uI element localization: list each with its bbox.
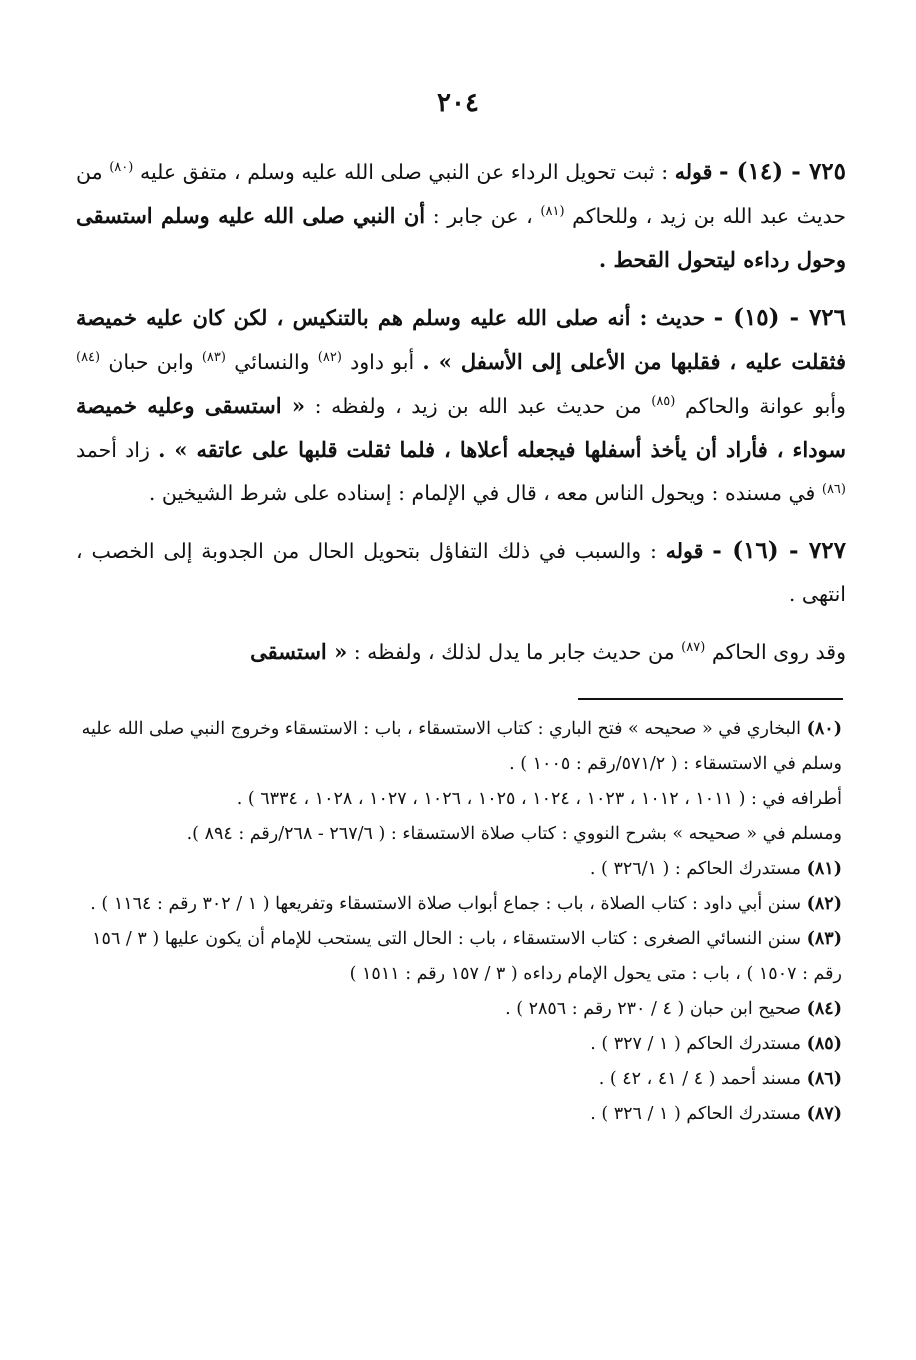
- paragraph-726: [76, 296, 846, 515]
- footnote-ref: (٨٧): [681, 640, 706, 655]
- footnotes: [72, 712, 842, 1132]
- footnote-label: (٨٣): [806, 929, 842, 949]
- keyword: قوله: [665, 539, 704, 563]
- entry-number: ٧٢٥ - (١٤) -: [719, 158, 846, 185]
- hadith-quote: « استسقى وعليه خميصة سوداء ، فأراد أن يأخذ أسفلها فيجعله أعلاها ، فلما ثقلت قلبها على عاتقه » .: [76, 393, 846, 462]
- footnote-item: [72, 817, 842, 852]
- footnote-item: [72, 1027, 842, 1062]
- footnote-item: [72, 852, 842, 887]
- text-span: : ثبت تحويل الرداء عن النبي صلى الله عليه وسلم ، متفق عليه: [139, 160, 669, 184]
- footnote-text: مستدرك الحاكم ( ١ / ٣٢٦ ) .: [590, 1104, 802, 1124]
- footnote-ref: (٨٢): [317, 350, 342, 365]
- footnote-text: مستدرك الحاكم ( ١ / ٣٢٧ ) .: [590, 1034, 802, 1054]
- footnote-ref: (٨٥): [651, 394, 676, 409]
- footnote-item: [72, 887, 842, 922]
- text-span: من حديث عبد الله بن زيد ، ولفظه :: [314, 394, 642, 418]
- text-span: من حديث عبد الله بن زيد ، وللحاكم: [76, 160, 846, 228]
- footnote-label: (٨٧): [806, 1104, 842, 1124]
- footnote-ref: (٨٠): [109, 160, 134, 175]
- text-span: زاد أحمد: [76, 438, 150, 462]
- text-span: أبو داود: [350, 350, 415, 374]
- footnote-text: ومسلم في « صحيحه » بشرح النووي : كتاب صلاة الاستسقاء : ( ٢٦٧/٦ - ٢٦٨/رقم : ٨٩٤ ).: [186, 824, 842, 844]
- main-text: [76, 150, 846, 688]
- text-span: وأبو عوانة والحاكم: [684, 394, 846, 418]
- footnote-ref: (٨٦): [821, 482, 846, 497]
- paragraph-727: [76, 529, 846, 616]
- entry-number: ٧٢٧ - (١٦) -: [712, 537, 846, 564]
- footnote-text: أطرافه في : ( ١٠١١ ، ١٠١٢ ، ١٠٢٣ ، ١٠٢٤ ، ١٠٢٥ ، ١٠٢٦ ، ١٠٢٧ ، ١٠٢٨ ، ٦٣٣٤ ) .: [236, 789, 842, 809]
- paragraph-725: [76, 150, 846, 282]
- page-number: ٢٠٤: [437, 88, 479, 118]
- footnote-item: [72, 922, 842, 992]
- footnote-text: سنن أبي داود : كتاب الصلاة ، باب : جماع أبواب صلاة الاستسقاء وتفريعها ( ١ / ٣٠٢ رقم : ١١٦٤ ) .: [90, 894, 802, 914]
- text-span: من حديث جابر ما يدل لذلك ، ولفظه :: [353, 640, 675, 664]
- text-span: وابن حبان: [108, 350, 194, 374]
- footnote-label: (٨٥): [806, 1034, 842, 1054]
- footnote-label: (٨٢): [806, 894, 842, 914]
- footnote-item: [72, 712, 842, 782]
- footnote-ref: (٨١): [540, 204, 565, 219]
- footnote-ref: (٨٣): [201, 350, 226, 365]
- hadith-quote: أن النبي صلى الله عليه وسلم استسقى وحول رداءه ليتحول القحط .: [76, 203, 846, 272]
- footnote-label: (٨٠): [806, 719, 842, 739]
- footnote-text: مستدرك الحاكم : ( ٣٢٦/١ ) .: [589, 859, 802, 879]
- footnote-text: صحيح ابن حبان ( ٤ / ٢٣٠ رقم : ٢٨٥٦ ) .: [505, 999, 802, 1019]
- footnote-text: مسند أحمد ( ٤ / ٤١ ، ٤٢ ) .: [598, 1069, 802, 1089]
- text-span: وقد روى الحاكم: [711, 640, 846, 664]
- footnote-item: [72, 782, 842, 817]
- text-span: ، عن جابر :: [432, 204, 533, 228]
- text-span: : والسبب في ذلك التفاؤل بتحويل الحال من الجدوبة إلى الخصب ، انتهى .: [76, 539, 846, 606]
- hadith-quote: « استسقى: [250, 639, 348, 664]
- footnote-label: (٨١): [806, 859, 842, 879]
- footnote-label: (٨٦): [806, 1069, 842, 1089]
- footnote-text: سنن النسائي الصغرى : كتاب الاستسقاء ، باب : الحال التى يستحب للإمام أن يكون عليها ( ٣ / ١٥٦ رقم : ١٥٠٧ ) ، باب : متى يحول الإمام رداءه ( ٣ / ١٥٧ رقم : ١٥١١ ): [92, 929, 842, 984]
- footnote-separator: [578, 698, 843, 700]
- hadith-quote: : أنه صلى الله عليه وسلم هم بالتنكيس ، لكن كان عليه خميصة فثقلت عليه ، فقلبها من الأعلى إلى الأسفل » .: [76, 305, 846, 374]
- footnote-ref: (٨٤): [76, 350, 101, 365]
- keyword: حديث: [655, 306, 706, 330]
- footnote-item: [72, 1062, 842, 1097]
- keyword: قوله: [674, 160, 713, 184]
- entry-number: ٧٢٦ - (١٥) -: [713, 304, 846, 331]
- text-span: والنسائي: [234, 350, 310, 374]
- paragraph-last: [76, 630, 846, 674]
- footnote-text: البخاري في « صحيحه » فتح الباري : كتاب الاستسقاء ، باب : الاستسقاء وخروج النبي صلى الله عليه وسلم في الاستسقاء : ( ٥٧١/٢/رقم : ١٠٠٥ ) .: [81, 719, 842, 774]
- footnote-item: [72, 1097, 842, 1132]
- text-span: في مسنده : ويحول الناس معه ، قال في الإلمام : إسناده على شرط الشيخين .: [148, 481, 816, 505]
- footnote-item: [72, 992, 842, 1027]
- footnote-label: (٨٤): [806, 999, 842, 1019]
